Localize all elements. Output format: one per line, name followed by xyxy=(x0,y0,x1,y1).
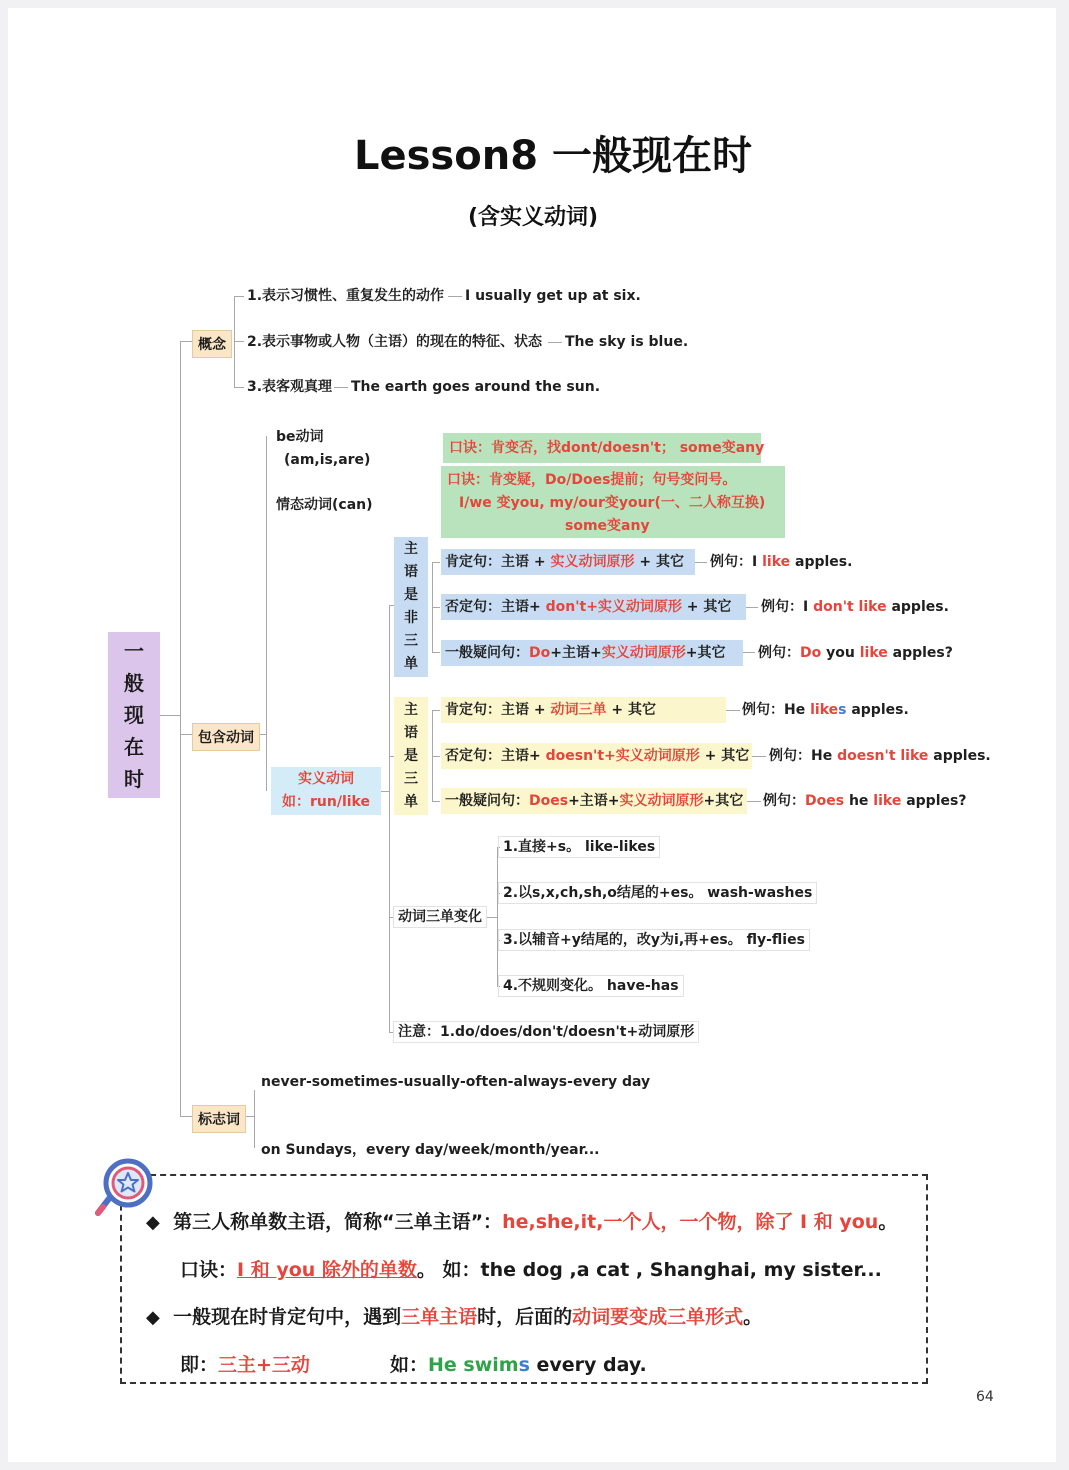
real-verb-node xyxy=(271,767,381,815)
signal-words-tag: 标志词 xyxy=(192,1105,246,1133)
concept-example: The sky is blue. xyxy=(565,334,689,350)
non3-negative-example: 例句：I don't like apples. xyxy=(761,599,949,615)
concept-item: 1.表示习惯性、重复发生的动作 xyxy=(247,288,445,304)
tip-question-line: some变any xyxy=(565,518,650,534)
root-char: 一 xyxy=(124,639,144,663)
real-verb-example: 如：run/like xyxy=(282,794,370,810)
third-affirmative-rule: 肯定句：主语 + 动词三单 + 其它 xyxy=(441,697,726,723)
concept-example: I usually get up at six. xyxy=(465,288,641,304)
change-rule: 1.直接+s。 like-likes xyxy=(498,836,660,858)
tip-question xyxy=(441,466,785,538)
third-question-example: 例句：Does he like apples? xyxy=(763,793,967,809)
non3-affirmative-example: 例句：I like apples. xyxy=(710,554,853,570)
real-verb-label: 实义动词 xyxy=(298,771,354,787)
note-line-2: 口诀：I 和 you 除外的单数。 如：the dog ,a cat , Shanghai, my sister... xyxy=(180,1259,882,1281)
note-line-4-example: 如：He swims every day. xyxy=(390,1354,647,1376)
non3-question-example: 例句：Do you like apples? xyxy=(758,645,953,661)
change-rule: 3.以辅音+y结尾的，改y为i,再+es。 fly-flies xyxy=(498,929,810,951)
third-question-rule: 一般疑问句：Does+主语+实义动词原形+其它 xyxy=(441,788,747,814)
page-number: 64 xyxy=(976,1389,994,1405)
concept-item: 3.表客观真理 xyxy=(247,379,333,395)
concept-item: 2.表示事物或人物（主语）的现在的特征、状态 xyxy=(247,334,543,350)
page-title: Lesson8 一般现在时 xyxy=(354,133,752,179)
change-rule: 2.以s,x,ch,sh,o结尾的+es。 wash-washes xyxy=(498,882,817,904)
tip-question-line: I/we 变you, my/our变your(一、二人称互换) xyxy=(459,495,766,511)
concept-example: The earth goes around the sun. xyxy=(351,379,601,395)
be-verb-label: be动词 xyxy=(276,429,324,445)
third-negative-example: 例句：He doesn't like apples. xyxy=(769,748,991,764)
root-char: 般 xyxy=(124,671,144,695)
modal-verb-label: 情态动词(can) xyxy=(276,497,373,513)
verbs-tag: 包含动词 xyxy=(192,723,260,751)
note-line-4: 即：三主+三动 xyxy=(180,1354,310,1376)
root-char: 在 xyxy=(124,735,144,759)
tip-question-line: 口诀：肯变疑，Do/Does提前；句号变问号。 xyxy=(447,472,737,488)
verb-change-label: 动词三单变化 xyxy=(393,906,487,928)
non3-affirmative-rule: 肯定句：主语 + 实义动词原形 + 其它 xyxy=(441,549,695,575)
be-verb-forms: (am,is,are) xyxy=(284,452,371,468)
change-rule: 4.不规则变化。 have-has xyxy=(498,975,684,997)
non-third-person-node: 主 语 是 非 三 单 xyxy=(394,537,428,677)
note-line-3: ◆ 一般现在时肯定句中，遇到三单主语时，后面的动词要变成三单形式。 xyxy=(146,1306,763,1328)
root-node xyxy=(108,632,160,798)
note-line-1: ◆ 第三人称单数主语，简称“三单主语”：he,she,it,一个人，一个物，除了 I 和 you。 xyxy=(146,1211,898,1233)
root-char: 现 xyxy=(124,703,144,727)
non3-negative-rule: 否定句：主语+ don't+实义动词原形 + 其它 xyxy=(441,594,746,620)
third-negative-rule: 否定句：主语+ doesn't+实义动词原形 + 其它 xyxy=(441,743,752,769)
usage-note: 注意：1.do/does/don't/doesn't+动词原形 xyxy=(393,1021,699,1043)
tip-negation: 口诀：肯变否，找dont/doesn't； some变any xyxy=(443,433,761,463)
third-affirmative-example: 例句：He likes apples. xyxy=(742,702,909,718)
non3-question-rule: 一般疑问句：Do+主语+实义动词原形+其它 xyxy=(441,640,743,666)
page-subtitle: (含实义动词) xyxy=(468,205,599,230)
concept-tag: 概念 xyxy=(192,330,232,358)
root-char: 时 xyxy=(124,767,144,791)
signal-words-line: on Sundays，every day/week/month/year... xyxy=(261,1142,600,1158)
signal-words-line: never-sometimes-usually-often-always-every day xyxy=(261,1074,651,1090)
third-person-node: 主 语 是 三 单 xyxy=(394,697,428,815)
